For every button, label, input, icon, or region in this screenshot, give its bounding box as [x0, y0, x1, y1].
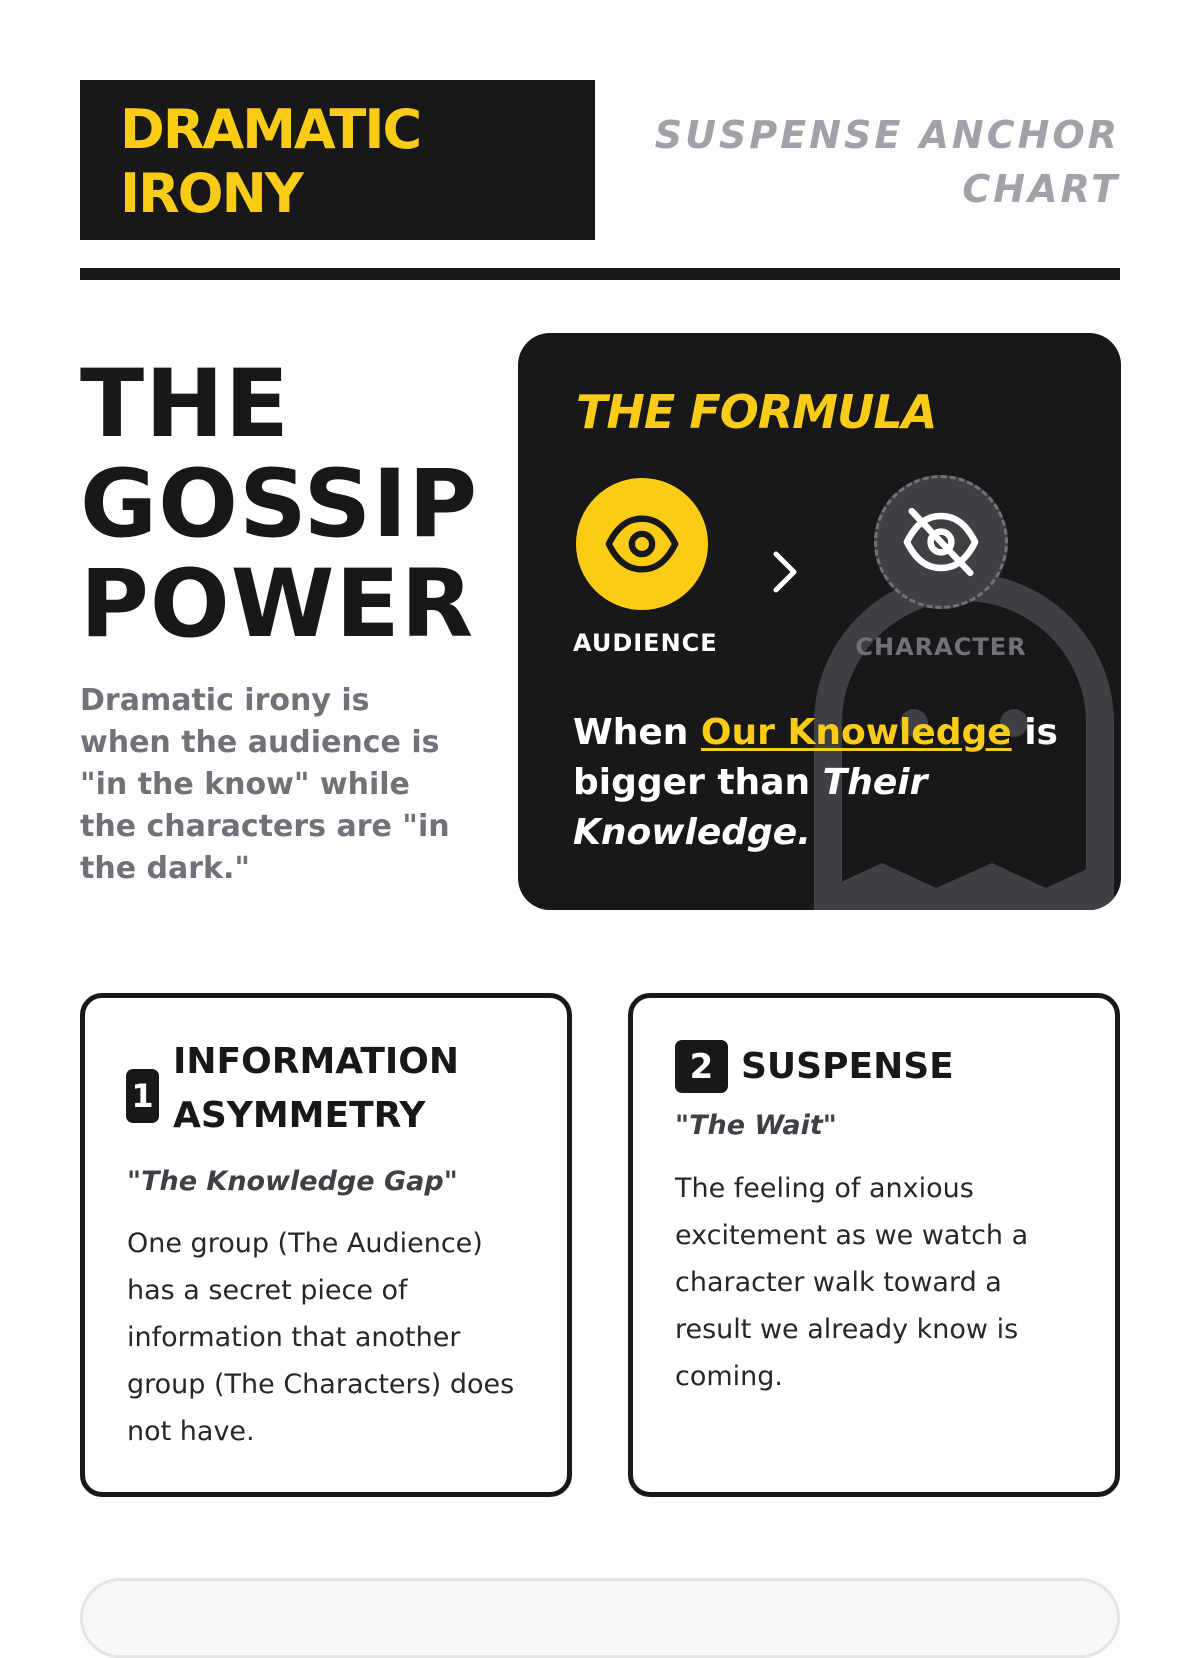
- sentence-part-2: is bigger than: [573, 712, 1058, 803]
- card-body: The feeling of anxious excitement as we watch a character walk toward a result we already know is coming.: [675, 1173, 1029, 1392]
- card-number-badge: 1: [126, 1069, 159, 1123]
- card-title-line-2: ASYMMETRY: [173, 1095, 426, 1136]
- audience-badge: [576, 478, 708, 610]
- audience-label: AUDIENCE: [573, 629, 718, 657]
- card-title-line-1: INFORMATION: [173, 1041, 460, 1082]
- card-quote: "The Wait": [675, 1110, 837, 1141]
- card-title-line-1: SUSPENSE: [741, 1046, 954, 1087]
- intro-text: Dramatic irony is when the audience is "in the know" while the characters are "in the dark.": [80, 683, 450, 886]
- subtitle: [600, 108, 1120, 216]
- sentence-highlight: Our Knowledge: [700, 712, 1012, 753]
- formula-heading: THE FORMULA: [576, 385, 937, 439]
- eye-off-icon: [902, 503, 980, 581]
- subtitle-line-1: SUSPENSE ANCHOR: [654, 113, 1120, 157]
- card-title: [741, 1040, 954, 1094]
- formula-card: [518, 333, 1121, 910]
- hero-line-1: THE: [80, 350, 291, 459]
- hero-title: [80, 350, 500, 659]
- title-banner: [80, 80, 595, 240]
- formula-sentence: [573, 708, 1073, 858]
- sentence-italic: Their Knowledge.: [573, 762, 928, 853]
- title-line-2: IRONY: [120, 162, 302, 225]
- hero-line-3: POWER: [80, 550, 475, 659]
- sentence-part-1: When: [573, 712, 701, 753]
- card-body: One group (The Audience) has a secret piece of information that another group (The Characters) does not have.: [127, 1228, 515, 1447]
- header-divider: [80, 268, 1120, 280]
- hero-line-2: GOSSIP: [80, 450, 479, 559]
- concept-card-information-asymmetry: [80, 993, 572, 1497]
- character-badge: [874, 475, 1008, 609]
- card-number-badge: 2: [675, 1040, 728, 1093]
- card-quote: "The Knowledge Gap": [127, 1166, 458, 1197]
- bottom-card-partial: [80, 1578, 1120, 1658]
- title-line-1: DRAMATIC: [120, 98, 421, 161]
- chevron-right-icon: [770, 548, 800, 596]
- character-label: CHARACTER: [855, 633, 1027, 661]
- subtitle-line-2: CHART: [962, 167, 1120, 211]
- eye-icon: [604, 506, 680, 582]
- card-title: [173, 1035, 553, 1143]
- concept-card-suspense: [628, 993, 1120, 1497]
